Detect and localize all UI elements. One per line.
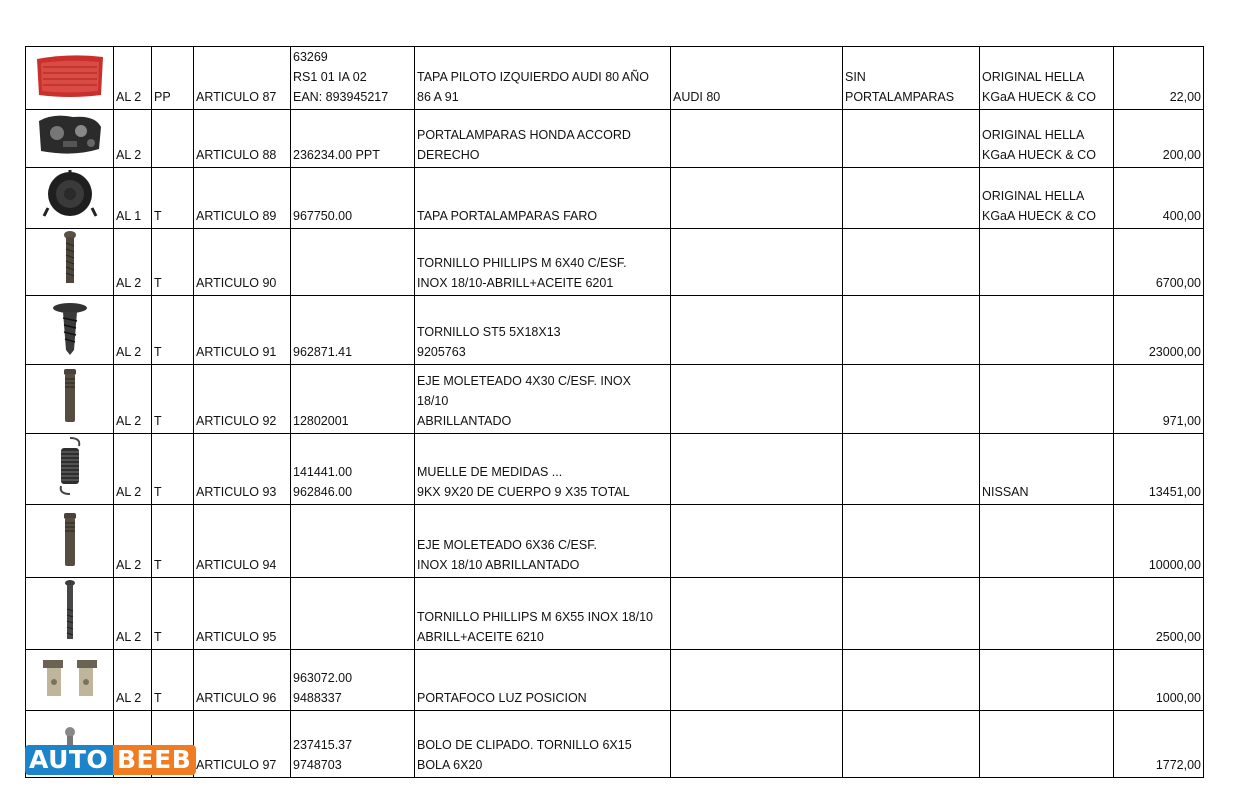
quantity-cell bbox=[1114, 296, 1204, 365]
article-cell bbox=[194, 711, 291, 778]
watermark-text-left: AUTO bbox=[29, 745, 109, 774]
note-cell bbox=[843, 711, 980, 778]
type-cell-text: T bbox=[154, 276, 162, 290]
reference-cell bbox=[291, 711, 415, 778]
reference-cell-text: 236234.00 PPT bbox=[293, 148, 380, 162]
article-cell bbox=[194, 296, 291, 365]
reference-cell bbox=[291, 110, 415, 168]
description-cell-text: PORTAFOCO LUZ POSICION bbox=[417, 691, 587, 705]
note-cell bbox=[843, 229, 980, 296]
quantity-cell bbox=[1114, 229, 1204, 296]
note-cell bbox=[843, 505, 980, 578]
quantity-cell-text: 1772,00 bbox=[1155, 758, 1201, 772]
reference-cell bbox=[291, 578, 415, 650]
article-cell bbox=[194, 229, 291, 296]
quantity-cell bbox=[1114, 365, 1204, 434]
location-cell-text: AL 2 bbox=[116, 414, 142, 428]
reference-cell bbox=[291, 229, 415, 296]
manufacturer-cell bbox=[980, 365, 1114, 434]
description-cell bbox=[415, 229, 671, 296]
reference-cell bbox=[291, 434, 415, 505]
location-cell bbox=[114, 505, 152, 578]
reference-cell-text: 141441.00 962846.00 bbox=[293, 465, 353, 499]
location-cell-text: AL 1 bbox=[116, 209, 142, 223]
bulb-sockets-icon bbox=[35, 691, 105, 705]
reference-cell bbox=[291, 650, 415, 711]
location-cell bbox=[114, 365, 152, 434]
note-cell bbox=[843, 365, 980, 434]
quantity-cell-text: 6700,00 bbox=[1155, 276, 1201, 290]
long-screw-icon bbox=[62, 630, 78, 644]
manufacturer-cell bbox=[980, 47, 1114, 110]
part-image bbox=[26, 434, 114, 505]
part-image bbox=[26, 365, 114, 434]
model-cell bbox=[671, 505, 843, 578]
article-cell bbox=[194, 47, 291, 110]
screw-icon bbox=[60, 276, 80, 290]
article-cell bbox=[194, 168, 291, 229]
table-row bbox=[26, 110, 1204, 168]
manufacturer-cell bbox=[980, 110, 1114, 168]
type-cell bbox=[152, 47, 194, 110]
round-lamp-cap-icon bbox=[40, 209, 100, 223]
description-cell-text: TAPA PILOTO IZQUIERDO AUDI 80 AÑO 86 A 91 bbox=[417, 70, 650, 104]
description-cell-text: TORNILLO PHILLIPS M 6X40 C/ESF. INOX 18/10-ABRILL+ACEITE 6201 bbox=[417, 256, 627, 290]
location-cell bbox=[114, 434, 152, 505]
type-cell bbox=[152, 434, 194, 505]
description-cell bbox=[415, 168, 671, 229]
part-image bbox=[26, 229, 114, 296]
type-cell bbox=[152, 229, 194, 296]
part-image bbox=[26, 110, 114, 168]
model-cell bbox=[671, 434, 843, 505]
article-cell-text: ARTICULO 90 bbox=[196, 276, 277, 290]
quantity-cell-text: 1000,00 bbox=[1155, 691, 1201, 705]
quantity-cell-text: 13451,00 bbox=[1148, 485, 1201, 499]
reference-cell-text: 12802001 bbox=[293, 414, 349, 428]
description-cell bbox=[415, 296, 671, 365]
red-taillight-cover-icon bbox=[33, 90, 107, 104]
type-cell bbox=[152, 365, 194, 434]
description-cell-text: MUELLE DE MEDIDAS ... 9KX 9X20 DE CUERPO 9 X35 TOTAL bbox=[417, 465, 630, 499]
article-cell bbox=[194, 365, 291, 434]
part-image bbox=[26, 578, 114, 650]
model-cell bbox=[671, 168, 843, 229]
note-cell bbox=[843, 650, 980, 711]
model-cell bbox=[671, 650, 843, 711]
article-cell-text: ARTICULO 87 bbox=[196, 90, 277, 104]
manufacturer-cell bbox=[980, 711, 1114, 778]
location-cell-text: AL 2 bbox=[116, 345, 142, 359]
manufacturer-cell bbox=[980, 434, 1114, 505]
reference-cell-text: 967750.00 bbox=[293, 209, 353, 223]
article-cell-text: ARTICULO 92 bbox=[196, 414, 277, 428]
table-row bbox=[26, 711, 1204, 778]
description-cell bbox=[415, 650, 671, 711]
location-cell-text: AL 2 bbox=[116, 148, 142, 162]
type-cell bbox=[152, 578, 194, 650]
reference-cell bbox=[291, 365, 415, 434]
reference-cell-text: 962871.41 bbox=[293, 345, 353, 359]
quantity-cell bbox=[1114, 47, 1204, 110]
table-row bbox=[26, 296, 1204, 365]
location-cell-text: AL 2 bbox=[116, 276, 142, 290]
location-cell bbox=[114, 168, 152, 229]
article-cell-text: ARTICULO 91 bbox=[196, 345, 277, 359]
quantity-cell-text: 22,00 bbox=[1169, 90, 1201, 104]
pin-icon bbox=[60, 558, 80, 572]
manufacturer-cell bbox=[980, 229, 1114, 296]
type-cell-text: T bbox=[154, 558, 162, 572]
type-cell-text: PP bbox=[154, 90, 171, 104]
article-cell-text: ARTICULO 96 bbox=[196, 691, 277, 705]
table-row bbox=[26, 650, 1204, 711]
type-cell bbox=[152, 296, 194, 365]
description-cell-text: PORTALAMPARAS HONDA ACCORD DERECHO bbox=[417, 128, 631, 162]
table-row bbox=[26, 229, 1204, 296]
reference-cell bbox=[291, 168, 415, 229]
model-cell bbox=[671, 47, 843, 110]
parts-table bbox=[25, 46, 1204, 778]
part-image bbox=[26, 296, 114, 365]
reference-cell-text: 63269 RS1 01 IA 02 EAN: 893945217 bbox=[293, 50, 389, 104]
article-cell bbox=[194, 110, 291, 168]
type-cell-text: T bbox=[154, 485, 162, 499]
description-cell bbox=[415, 365, 671, 434]
quantity-cell-text: 10000,00 bbox=[1148, 558, 1201, 572]
note-cell-text: SIN PORTALAMPARAS bbox=[845, 70, 955, 104]
description-cell-text: TAPA PORTALAMPARAS FARO bbox=[417, 209, 598, 223]
table-row bbox=[26, 505, 1204, 578]
location-cell-text: AL 2 bbox=[116, 691, 142, 705]
quantity-cell bbox=[1114, 168, 1204, 229]
reference-cell bbox=[291, 296, 415, 365]
article-cell-text: ARTICULO 93 bbox=[196, 485, 277, 499]
manufacturer-cell bbox=[980, 578, 1114, 650]
autobeeb-watermark-logo bbox=[25, 745, 196, 775]
type-cell bbox=[152, 110, 194, 168]
type-cell-text: T bbox=[154, 209, 162, 223]
quantity-cell bbox=[1114, 434, 1204, 505]
manufacturer-cell-text: ORIGINAL HELLA KGaA HUECK & CO bbox=[982, 128, 1096, 162]
manufacturer-cell-text: NISSAN bbox=[982, 485, 1029, 499]
table-row bbox=[26, 365, 1204, 434]
description-cell-text: BOLO DE CLIPADO. TORNILLO 6X15 BOLA 6X20 bbox=[417, 738, 632, 772]
reference-cell bbox=[291, 47, 415, 110]
location-cell bbox=[114, 229, 152, 296]
article-cell-text: ARTICULO 88 bbox=[196, 148, 277, 162]
model-cell bbox=[671, 365, 843, 434]
description-cell bbox=[415, 505, 671, 578]
description-cell bbox=[415, 47, 671, 110]
model-cell bbox=[671, 296, 843, 365]
type-cell-text: T bbox=[154, 691, 162, 705]
location-cell bbox=[114, 578, 152, 650]
watermark-text-right: BEEB bbox=[117, 745, 192, 774]
article-cell bbox=[194, 650, 291, 711]
note-cell bbox=[843, 296, 980, 365]
note-cell bbox=[843, 578, 980, 650]
description-cell-text: EJE MOLETEADO 6X36 C/ESF. INOX 18/10 ABRILLANTADO bbox=[417, 538, 597, 572]
location-cell-text: AL 2 bbox=[116, 558, 142, 572]
location-cell-text: AL 2 bbox=[116, 630, 142, 644]
description-cell-text: TORNILLO PHILLIPS M 6X55 INOX 18/10 ABRILL+ACEITE 6210 bbox=[417, 610, 653, 644]
manufacturer-cell bbox=[980, 650, 1114, 711]
type-cell-text: T bbox=[154, 414, 162, 428]
model-cell bbox=[671, 578, 843, 650]
table-row bbox=[26, 47, 1204, 110]
location-cell bbox=[114, 296, 152, 365]
quantity-cell bbox=[1114, 110, 1204, 168]
description-cell bbox=[415, 434, 671, 505]
quantity-cell bbox=[1114, 578, 1204, 650]
article-cell-text: ARTICULO 95 bbox=[196, 630, 277, 644]
table-row bbox=[26, 578, 1204, 650]
article-cell-text: ARTICULO 94 bbox=[196, 558, 277, 572]
part-image bbox=[26, 168, 114, 229]
type-cell bbox=[152, 650, 194, 711]
description-cell-text: TORNILLO ST5 5X18X13 9205763 bbox=[417, 325, 561, 359]
reference-cell-text: 963072.00 9488337 bbox=[293, 671, 353, 705]
description-cell bbox=[415, 578, 671, 650]
manufacturer-cell bbox=[980, 296, 1114, 365]
quantity-cell bbox=[1114, 650, 1204, 711]
location-cell bbox=[114, 47, 152, 110]
manufacturer-cell-text: ORIGINAL HELLA KGaA HUECK & CO bbox=[982, 189, 1096, 223]
note-cell bbox=[843, 110, 980, 168]
reference-cell bbox=[291, 505, 415, 578]
quantity-cell-text: 971,00 bbox=[1162, 414, 1201, 428]
quantity-cell-text: 23000,00 bbox=[1148, 345, 1201, 359]
pin-icon bbox=[60, 414, 80, 428]
location-cell bbox=[114, 110, 152, 168]
model-cell bbox=[671, 229, 843, 296]
part-image bbox=[26, 505, 114, 578]
type-cell bbox=[152, 168, 194, 229]
manufacturer-cell-text: ORIGINAL HELLA KGaA HUECK & CO bbox=[982, 70, 1096, 104]
black-lamp-holder-icon bbox=[33, 148, 107, 162]
article-cell-text: ARTICULO 89 bbox=[196, 209, 277, 223]
parts-table-body bbox=[26, 47, 1204, 778]
type-cell-text: T bbox=[154, 345, 162, 359]
manufacturer-cell bbox=[980, 168, 1114, 229]
part-image bbox=[26, 650, 114, 711]
reference-cell-text: 237415.37 9748703 bbox=[293, 738, 353, 772]
note-cell bbox=[843, 434, 980, 505]
quantity-cell-text: 2500,00 bbox=[1155, 630, 1201, 644]
article-cell-text: ARTICULO 97 bbox=[196, 758, 277, 772]
table-row bbox=[26, 434, 1204, 505]
model-cell-text: AUDI 80 bbox=[673, 90, 721, 104]
article-cell bbox=[194, 434, 291, 505]
screw-wide-head-icon bbox=[50, 345, 90, 359]
article-cell bbox=[194, 505, 291, 578]
article-cell bbox=[194, 578, 291, 650]
description-cell bbox=[415, 110, 671, 168]
quantity-cell bbox=[1114, 505, 1204, 578]
description-cell bbox=[415, 711, 671, 778]
note-cell bbox=[843, 47, 980, 110]
quantity-cell bbox=[1114, 711, 1204, 778]
location-cell bbox=[114, 650, 152, 711]
model-cell bbox=[671, 110, 843, 168]
location-cell-text: AL 2 bbox=[116, 485, 142, 499]
part-image bbox=[26, 47, 114, 110]
location-cell-text: AL 2 bbox=[116, 90, 142, 104]
quantity-cell-text: 400,00 bbox=[1162, 209, 1201, 223]
table-row bbox=[26, 168, 1204, 229]
description-cell-text: EJE MOLETEADO 4X30 C/ESF. INOX 18/10 ABRILLANTADO bbox=[417, 374, 631, 428]
manufacturer-cell bbox=[980, 505, 1114, 578]
model-cell bbox=[671, 711, 843, 778]
type-cell-text: T bbox=[154, 630, 162, 644]
spring-icon bbox=[55, 485, 85, 499]
note-cell bbox=[843, 168, 980, 229]
quantity-cell-text: 200,00 bbox=[1162, 148, 1201, 162]
type-cell bbox=[152, 505, 194, 578]
